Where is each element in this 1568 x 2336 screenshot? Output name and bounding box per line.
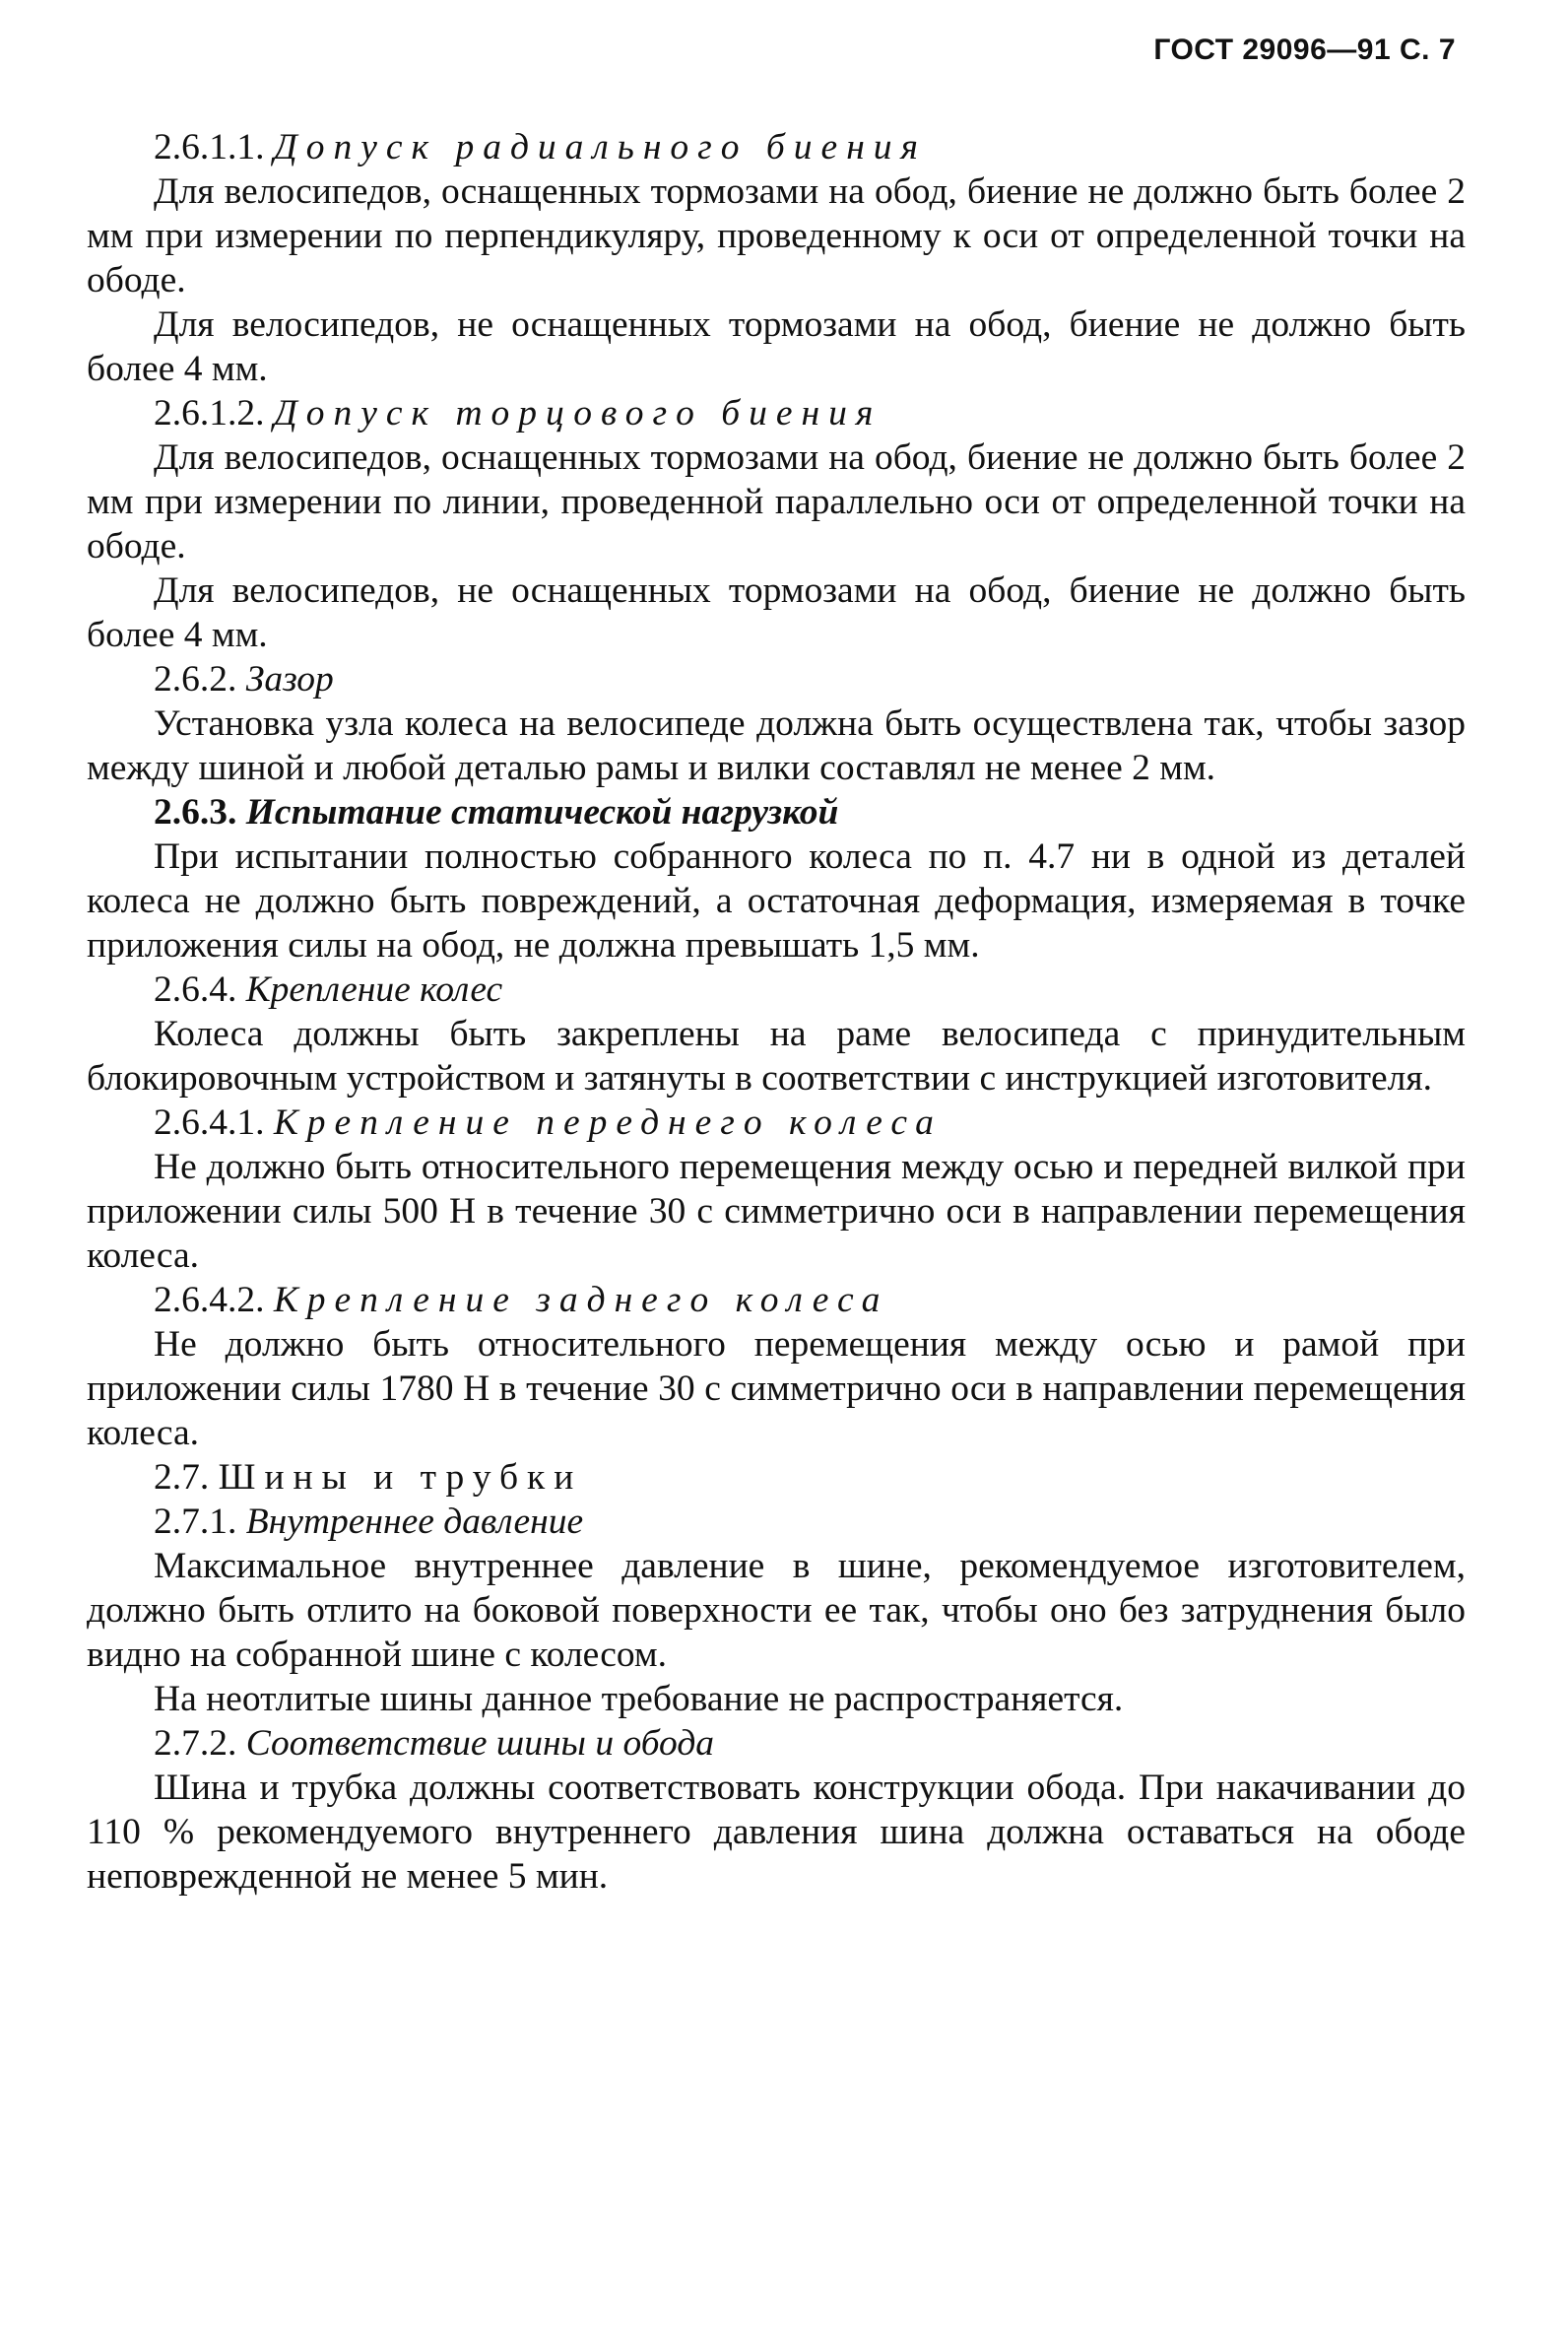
- section-number: 2.6.4.: [154, 969, 237, 1010]
- section-heading: [87, 1455, 1466, 1500]
- section-number: 2.7.: [154, 1457, 210, 1498]
- paragraph: При испытании полностью собранного колеса по п. 4.7 ни в одной из деталей колеса не должно быть повреждений, а остаточная деформация, измеряемая в точке приложения силы на обод, не должна превышать 1,5 мм.: [87, 836, 1466, 966]
- section-title: Допуск торцового биения: [273, 393, 882, 434]
- paragraph: Не должно быть относительного перемещения между осью и передней вилкой при приложении силы 500 Н в течение 30 с симметрично оси в направлении перемещения колеса.: [87, 1147, 1466, 1276]
- section-heading: [87, 1721, 1466, 1766]
- paragraph: Для велосипедов, оснащенных тормозами на обод, биение не должно быть более 2 мм при измерении по перпендикуляру, проведенному к оси от определенной точки на ободе.: [87, 171, 1466, 300]
- section-title: Шины и трубки: [218, 1457, 583, 1498]
- paragraph: Для велосипедов, не оснащенных тормозами на обод, биение не должно быть более 4 мм.: [87, 304, 1466, 389]
- paragraph: Для велосипедов, не оснащенных тормозами на обод, биение не должно быть более 4 мм.: [87, 570, 1466, 655]
- section-number: 2.6.2.: [154, 659, 237, 700]
- section-heading: [87, 1101, 1466, 1145]
- section-heading: [87, 125, 1466, 169]
- section-title: Крепление заднего колеса: [273, 1280, 889, 1320]
- section-heading: [87, 657, 1466, 701]
- section-number: 2.6.4.2.: [154, 1280, 265, 1320]
- document-page: [87, 0, 1466, 2336]
- paragraph: Максимальное внутреннее давление в шине, рекомендуемое изготовителем, должно быть отлито на боковой поверхности ее так, чтобы оно без затруднения было видно на собранной шине с колесом.: [87, 1546, 1466, 1675]
- section-heading: [87, 391, 1466, 435]
- section-number: 2.7.2.: [154, 1723, 237, 1764]
- section-title: Соответствие шины и обода: [245, 1723, 715, 1764]
- section-title: Крепление колес: [245, 969, 503, 1010]
- section-heading: [87, 790, 1466, 834]
- running-head: ГОСТ 29096—91 С. 7: [1153, 33, 1456, 66]
- section-heading: [87, 968, 1466, 1012]
- section-number: 2.7.1.: [154, 1502, 237, 1542]
- section-title: Внутреннее давление: [245, 1502, 584, 1542]
- paragraph: Шина и трубка должны соответствовать конструкции обода. При накачивании до 110 % рекомендуемого внутреннего давления шина должна оставаться на ободе неповрежденной не менее 5 мин.: [87, 1768, 1466, 1897]
- document-body: [87, 125, 1466, 1899]
- section-heading: [87, 1278, 1466, 1322]
- section-number: 2.6.1.1.: [154, 127, 265, 167]
- paragraph: На неотлитые шины данное требование не распространяется.: [154, 1679, 1124, 1719]
- section-title: Крепление переднего колеса: [273, 1102, 943, 1143]
- paragraph: Колеса должны быть закреплены на раме велосипеда с принудительным блокировочным устройством и затянуты в соответствии с инструкцией изготовителя.: [87, 1014, 1466, 1099]
- paragraph: Для велосипедов, оснащенных тормозами на обод, биение не должно быть более 2 мм при измерении по линии, проведенной параллельно оси от определенной точки на ободе.: [87, 437, 1466, 567]
- section-heading: [87, 1500, 1466, 1544]
- section-number: 2.6.3.: [154, 792, 237, 833]
- section-number: 2.6.1.2.: [154, 393, 265, 434]
- section-number: 2.6.4.1.: [154, 1102, 265, 1143]
- section-title: Допуск радиального биения: [273, 127, 927, 167]
- section-title: Зазор: [245, 659, 334, 700]
- paragraph: Не должно быть относительного перемещения между осью и рамой при приложении силы 1780 Н в течение 30 с симметрично оси в направлении перемещения колеса.: [87, 1324, 1466, 1453]
- paragraph: Установка узла колеса на велосипеде должна быть осуществлена так, чтобы зазор между шиной и любой деталью рамы и вилки составлял не менее 2 мм.: [87, 703, 1466, 788]
- section-title: Испытание статической нагрузкой: [245, 792, 839, 833]
